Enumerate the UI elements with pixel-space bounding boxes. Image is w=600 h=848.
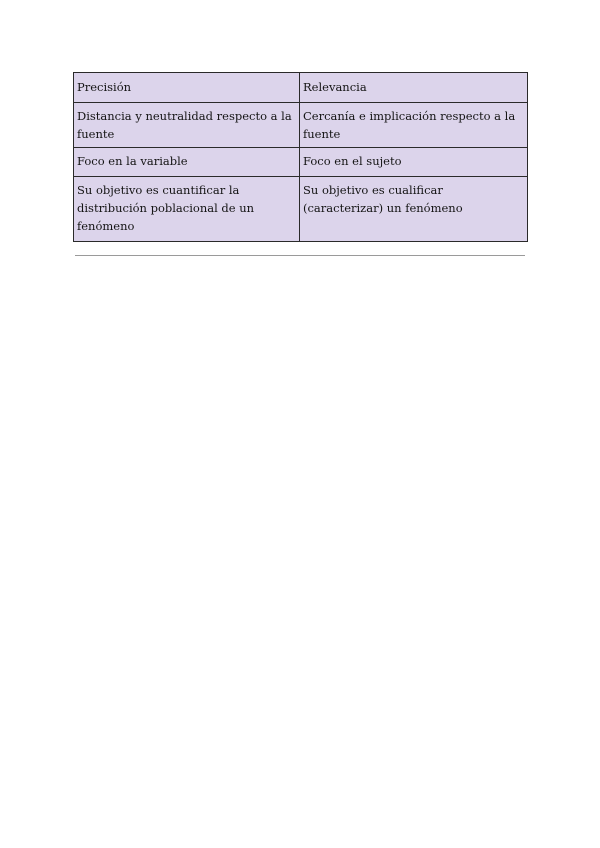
table-cell: Su objetivo es cualificar (caracterizar) un fenómeno [300, 177, 528, 242]
table-cell: Foco en la variable [74, 148, 300, 177]
table-row [74, 103, 528, 148]
table-cell: Cercanía e implicación respecto a la fuente [300, 103, 528, 148]
header-cell-relevance: Relevancia [300, 73, 528, 103]
table-cell: Distancia y neutralidad respecto a la fuente [74, 103, 300, 148]
table-row [74, 177, 528, 242]
horizontal-divider [75, 255, 525, 256]
table-cell: Foco en el sujeto [300, 148, 528, 177]
table-header-row [74, 73, 528, 103]
comparison-table [73, 72, 528, 242]
header-cell-precision: Precisión [74, 73, 300, 103]
table-row [74, 148, 528, 177]
table-cell: Su objetivo es cuantificar la distribución poblacional de un fenómeno [74, 177, 300, 242]
